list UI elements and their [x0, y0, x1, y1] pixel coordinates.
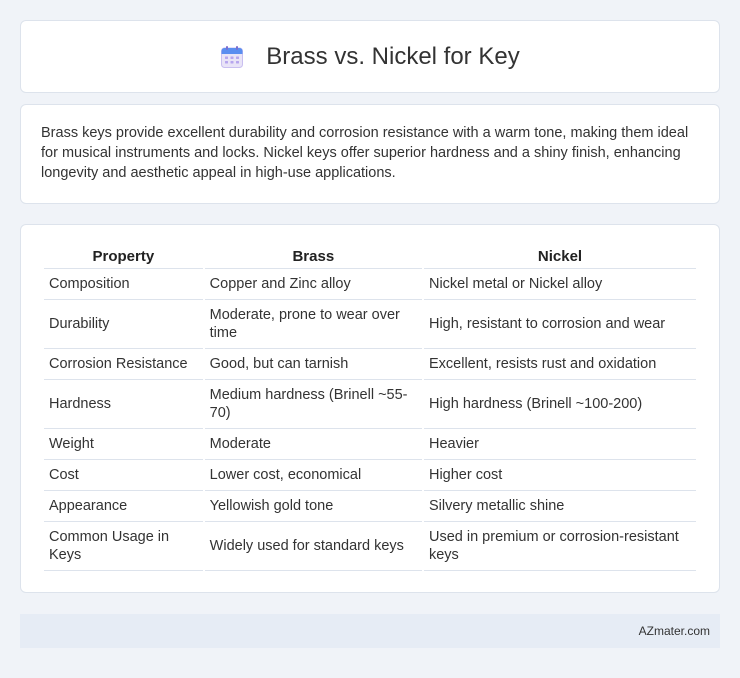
cell-nickel: Excellent, resists rust and oxidation — [424, 349, 696, 380]
cell-nickel: Used in premium or corrosion-resistant keys — [424, 522, 696, 571]
table-row — [44, 300, 696, 349]
header-nickel: Nickel — [424, 247, 696, 269]
cell-nickel: Higher cost — [424, 460, 696, 491]
cell-nickel: High, resistant to corrosion and wear — [424, 300, 696, 349]
cell-property: Cost — [44, 460, 203, 491]
cell-nickel: High hardness (Brinell ~100-200) — [424, 380, 696, 429]
table-row — [44, 349, 696, 380]
cell-property: Corrosion Resistance — [44, 349, 203, 380]
table-row — [44, 460, 696, 491]
cell-property: Weight — [44, 429, 203, 460]
cell-property: Composition — [44, 269, 203, 300]
footer-brand[interactable]: AZmater.com — [638, 624, 710, 638]
cell-brass: Copper and Zinc alloy — [205, 269, 422, 300]
page-title: Brass vs. Nickel for Key — [266, 42, 520, 70]
description-card — [20, 104, 720, 204]
title-wrap — [220, 43, 519, 71]
cell-brass: Moderate, prone to wear over time — [205, 300, 422, 349]
table-header-row — [44, 247, 696, 269]
cell-property: Appearance — [44, 491, 203, 522]
title-card — [20, 20, 720, 93]
header-brass: Brass — [205, 247, 422, 269]
footer — [20, 614, 720, 648]
cell-nickel: Silvery metallic shine — [424, 491, 696, 522]
cell-brass: Moderate — [205, 429, 422, 460]
cell-brass: Yellowish gold tone — [205, 491, 422, 522]
table-card — [20, 224, 720, 593]
cell-property: Durability — [44, 300, 203, 349]
header-property: Property — [44, 247, 203, 269]
table-row — [44, 522, 696, 571]
description-text: Brass keys provide excellent durability and corrosion resistance with a warm tone, making them ideal for musical instruments and locks. Nickel keys offer superior hardness and a shiny finish, enhancing longevity and aesthetic appeal in high-use applications. — [41, 125, 689, 181]
cell-brass: Medium hardness (Brinell ~55-70) — [205, 380, 422, 429]
table-row — [44, 491, 696, 522]
table-row — [44, 269, 696, 300]
table-row — [44, 380, 696, 429]
comparison-table — [42, 247, 698, 571]
cell-property: Common Usage in Keys — [44, 522, 203, 571]
cell-property: Hardness — [44, 380, 203, 429]
calendar-icon — [220, 45, 244, 69]
cell-brass: Lower cost, economical — [205, 460, 422, 491]
cell-brass: Widely used for standard keys — [205, 522, 422, 571]
cell-brass: Good, but can tarnish — [205, 349, 422, 380]
cell-nickel: Heavier — [424, 429, 696, 460]
table-row — [44, 429, 696, 460]
cell-nickel: Nickel metal or Nickel alloy — [424, 269, 696, 300]
